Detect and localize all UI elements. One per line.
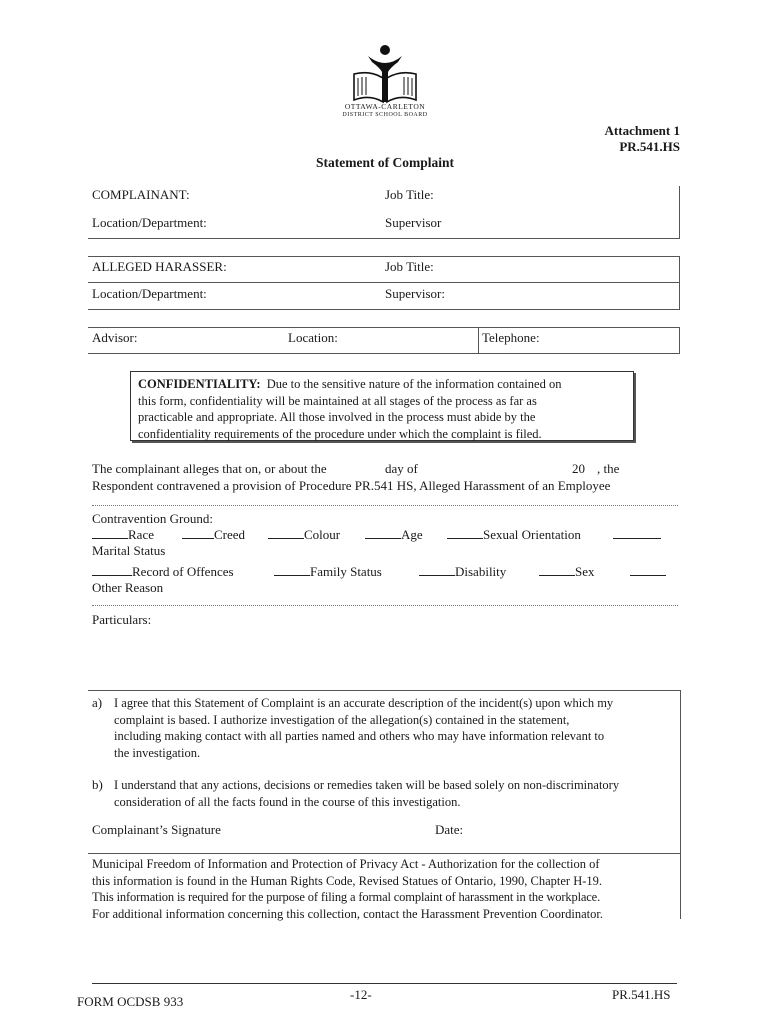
confidentiality-line2: this form, confidentiality will be maintained at all stages of the process as far as <box>138 393 537 408</box>
confidentiality-line4: confidentiality requirements of the procedure under which the complaint is filed. <box>138 426 542 441</box>
agreement-b-line2: consideration of all the facts found in the course of this investigation. <box>114 794 461 809</box>
ground-creed <box>182 527 245 543</box>
family-status-blank[interactable] <box>274 565 310 576</box>
advisor-label: Advisor: <box>92 330 138 345</box>
age-blank[interactable] <box>365 528 401 539</box>
harasser-supervisor-label: Supervisor: <box>385 286 445 301</box>
ground-age <box>365 527 423 543</box>
marital-status-blank[interactable] <box>613 528 661 539</box>
privacy-line1: Municipal Freedom of Information and Protection of Privacy Act - Authorization for the collection of <box>92 857 600 871</box>
ground-other-reason-blank <box>630 564 666 580</box>
advisor-telephone-label: Telephone: <box>482 330 540 345</box>
harasser-right-border <box>679 256 680 310</box>
logo-name-line2: DISTRICT SCHOOL BOARD <box>342 112 428 118</box>
race-label: Race <box>128 527 154 542</box>
date-label: Date: <box>435 822 464 837</box>
ground-race <box>92 527 154 543</box>
signature-label: Complainant’s Signature <box>92 822 221 837</box>
confidentiality-line1: Due to the sensitive nature of the information contained on <box>266 377 562 391</box>
advisor-top-rule <box>88 327 680 328</box>
complainant-right-border <box>679 186 680 238</box>
policy-code: PR.541.HS <box>619 139 680 154</box>
complainant-supervisor-label: Supervisor <box>385 215 442 230</box>
particulars-label: Particulars: <box>92 612 152 627</box>
privacy-line3: This information is required for the purpose of filing a formal complaint of harassment in the workplace. <box>92 890 601 904</box>
allegation-dotted-rule <box>92 505 678 506</box>
ground-sexual-orientation <box>447 527 581 543</box>
allegation-line2: Respondent contravened a provision of Procedure PR.541 HS, Alleged Harassment of an Employee <box>92 478 611 493</box>
sexual-orientation-blank[interactable] <box>447 528 483 539</box>
colour-label: Colour <box>304 527 341 542</box>
creed-label: Creed <box>214 527 246 542</box>
logo-name <box>330 103 440 119</box>
agreement-b-marker: b) <box>92 777 103 792</box>
harasser-bottom-rule <box>88 309 680 310</box>
agreement-top-rule <box>88 690 681 691</box>
ground-sex <box>539 564 595 580</box>
agreement-b-line1: I understand that any actions, decisions or remedies taken will be based solely on non-discriminatory <box>114 778 620 792</box>
ground-record-of-offences <box>92 564 234 580</box>
disability-label: Disability <box>455 564 507 579</box>
sex-blank[interactable] <box>539 565 575 576</box>
logo-name-line1: OTTAWA-CARLETON <box>344 102 426 111</box>
agreement-a-line2: complaint is based. I authorize investigation of the allegation(s) contained in the statement, <box>114 712 570 727</box>
record-of-offences-blank[interactable] <box>92 565 132 576</box>
complainant-label: COMPLAINANT: <box>92 187 190 202</box>
colour-blank[interactable] <box>268 528 304 539</box>
allegation-part4: , the <box>597 461 620 476</box>
ground-marital-status-blank <box>613 527 661 543</box>
complainant-location-label: Location/Department: <box>92 215 207 230</box>
family-status-label: Family Status <box>310 564 382 579</box>
confidentiality-line3: practicable and appropriate. All those involved in the process must abide by the <box>138 410 536 424</box>
privacy-right-border <box>680 853 681 919</box>
attachment-block <box>605 123 680 155</box>
privacy-line2: this information is found in the Human Rights Code, Revised Statues of Ontario, 1990, Chapter H-19. <box>92 873 603 888</box>
complainant-job-title-label: Job Title: <box>385 187 434 202</box>
advisor-bottom-rule <box>88 353 680 354</box>
agreement-b-text <box>114 777 680 810</box>
harasser-location-label: Location/Department: <box>92 286 207 301</box>
agreement-a-line3: including making contact with all parties named and others who may have information relevant to <box>114 729 605 743</box>
allegation-part2: day of <box>385 461 418 476</box>
agreement-a-line1: I agree that this Statement of Complaint is an accurate description of the incident(s) upon which my <box>114 696 614 710</box>
grounds-dotted-rule <box>92 605 678 606</box>
allegation-part3: 20 <box>572 461 585 476</box>
race-blank[interactable] <box>92 528 128 539</box>
disability-blank[interactable] <box>419 565 455 576</box>
page-title: Statement of Complaint <box>316 155 454 170</box>
confidentiality-box <box>130 371 634 441</box>
advisor-location-label: Location: <box>288 330 338 345</box>
sex-label: Sex <box>575 564 595 579</box>
agreement-a-text <box>114 695 674 761</box>
privacy-line4: For additional information concerning this collection, contact the Harassment Prevention Coordinator. <box>92 906 603 921</box>
creed-blank[interactable] <box>182 528 214 539</box>
footer-rule <box>92 983 677 984</box>
ground-colour <box>268 527 340 543</box>
harasser-label: ALLEGED HARASSER: <box>92 259 227 274</box>
record-of-offences-label: Record of Offences <box>132 564 234 579</box>
agreement-a-marker: a) <box>92 695 103 710</box>
sexual-orientation-label: Sexual Orientation <box>483 527 581 542</box>
harasser-top-rule <box>88 256 680 257</box>
other-reason-blank[interactable] <box>630 565 666 576</box>
harasser-mid-rule <box>88 282 680 283</box>
marital-status-label: Marital Status <box>92 543 166 558</box>
advisor-right-border <box>679 327 680 354</box>
footer-page-number: -12- <box>350 987 372 1002</box>
allegation-part1: The complainant alleges that on, or about the <box>92 461 327 476</box>
complainant-bottom-rule <box>88 238 680 239</box>
confidentiality-heading: CONFIDENTIALITY: <box>138 377 261 391</box>
agreement-bottom-rule <box>88 853 681 854</box>
privacy-notice <box>92 856 677 922</box>
other-reason-label: Other Reason <box>92 580 164 595</box>
grounds-heading: Contravention Ground: <box>92 511 213 526</box>
harasser-job-title-label: Job Title: <box>385 259 434 274</box>
attachment-label: Attachment 1 <box>604 123 680 138</box>
footer-policy-code: PR.541.HS <box>612 987 671 1002</box>
agreement-a-line4: the investigation. <box>114 745 201 760</box>
ground-family-status <box>274 564 382 580</box>
age-label: Age <box>401 527 423 542</box>
ground-disability <box>419 564 506 580</box>
advisor-divider <box>478 327 479 354</box>
agreement-right-border <box>680 690 681 854</box>
footer-form-code: FORM OCDSB 933 <box>77 994 184 1009</box>
